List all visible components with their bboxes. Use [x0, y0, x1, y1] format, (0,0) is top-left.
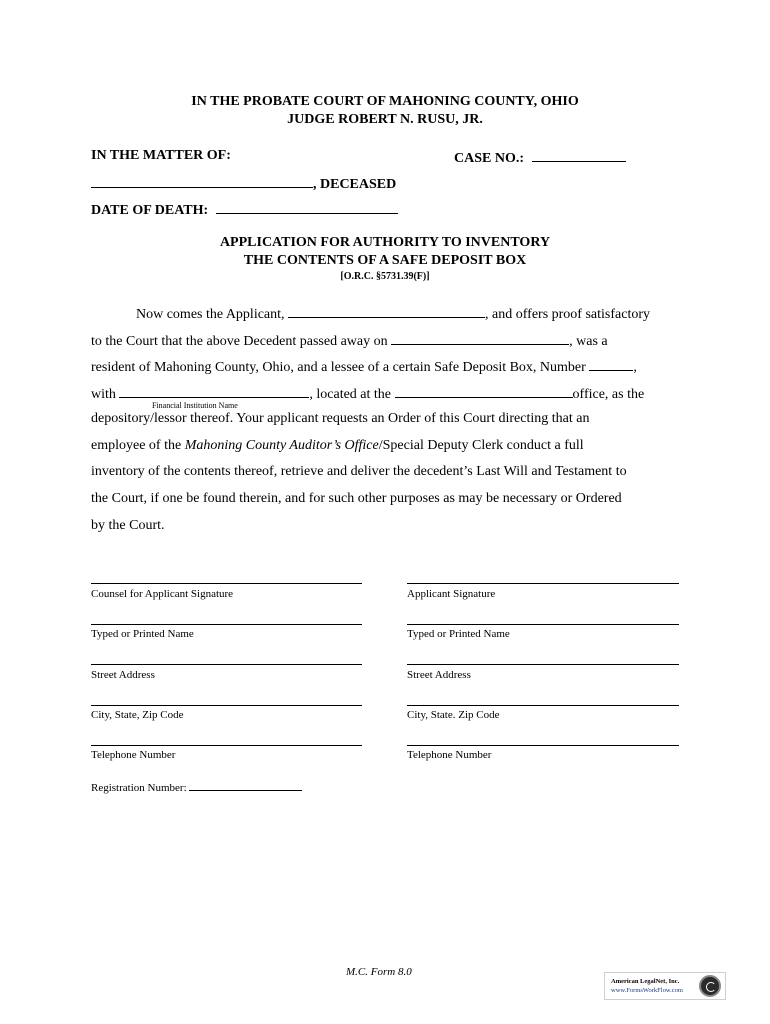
court-heading: IN THE PROBATE COURT OF MAHONING COUNTY, OHIO: [191, 94, 579, 109]
applicant-phone-label: Telephone Number: [407, 749, 492, 761]
counsel-name-label: Typed or Printed Name: [91, 628, 194, 640]
body-line-1: [136, 304, 650, 323]
case-number-row: [454, 148, 626, 167]
financial-institution-caption: Financial Institution Name: [152, 401, 238, 410]
publisher-website: www.FormsWorkFlow.com: [611, 987, 683, 994]
applicant-signature-line[interactable]: [407, 583, 679, 584]
applicant-name-line[interactable]: [407, 624, 679, 625]
decedent-name-field[interactable]: [91, 174, 313, 188]
body-line-2: [91, 331, 608, 350]
body-line-9: by the Court.: [91, 518, 165, 533]
registration-row: [91, 780, 302, 794]
body-line-7: inventory of the contents thereof, retrieve and deliver the decedent’s Last Will and Testament to: [91, 464, 627, 479]
body-line-8: the Court, if one be found therein, and for such other purposes as may be necessary or Ordered: [91, 491, 622, 506]
registration-number-field[interactable]: [189, 780, 302, 791]
box-number-field[interactable]: [589, 357, 633, 371]
counsel-name-line[interactable]: [91, 624, 362, 625]
judge-heading: JUDGE ROBERT N. RUSU, JR.: [287, 112, 483, 127]
body-text: employee of the: [91, 438, 185, 453]
office-location-field[interactable]: [395, 384, 573, 398]
publisher-seal-icon: [699, 975, 721, 997]
counsel-signature-line[interactable]: [91, 583, 362, 584]
applicant-address-label: Street Address: [407, 669, 471, 681]
body-line-3: [91, 357, 637, 376]
date-of-passing-field[interactable]: [391, 331, 569, 345]
date-of-death-field[interactable]: [216, 200, 398, 214]
body-text: , located at the: [309, 387, 395, 402]
counsel-phone-line[interactable]: [91, 745, 362, 746]
date-of-death-label: DATE OF DEATH:: [91, 203, 209, 218]
counsel-address-line[interactable]: [91, 664, 362, 665]
case-number-field[interactable]: [532, 148, 626, 162]
body-text: to the Court that the above Decedent passed away on: [91, 334, 392, 349]
counsel-phone-label: Telephone Number: [91, 749, 176, 761]
applicant-city-label: City, State. Zip Code: [407, 709, 500, 721]
case-number-label: CASE NO.:: [454, 151, 525, 166]
auditor-office-text: Mahoning County Auditor’s Office: [184, 438, 379, 453]
publisher-logo[interactable]: [604, 972, 726, 1000]
applicant-address-line[interactable]: [407, 664, 679, 665]
counsel-city-line[interactable]: [91, 705, 362, 706]
applicant-signature-label: Applicant Signature: [407, 588, 496, 600]
body-text: , was a: [569, 334, 608, 349]
matter-label: IN THE MATTER OF:: [91, 148, 231, 163]
form-number: M.C. Form 8.0: [346, 966, 412, 978]
counsel-address-label: Street Address: [91, 669, 155, 681]
financial-institution-field[interactable]: [119, 384, 309, 398]
form-title-line1: APPLICATION FOR AUTHORITY TO INVENTORY: [219, 235, 551, 250]
body-text: office, as the: [572, 387, 645, 402]
body-line-6: [91, 438, 584, 454]
body-text: /Special Deputy Clerk conduct a full: [378, 438, 584, 453]
registration-label: Registration Number:: [91, 782, 190, 794]
body-text: ,: [633, 360, 637, 375]
body-line-5: depository/lessor thereof. Your applicant requests an Order of this Court directing that an: [91, 411, 590, 426]
body-text: resident of Mahoning County, Ohio, and a lessee of a certain Safe Deposit Box, Number: [91, 360, 590, 375]
body-text: , and offers proof satisfactory: [485, 307, 650, 322]
applicant-phone-line[interactable]: [407, 745, 679, 746]
counsel-signature-label: Counsel for Applicant Signature: [91, 588, 234, 600]
counsel-city-label: City, State, Zip Code: [91, 709, 184, 721]
date-of-death-row: [91, 200, 398, 219]
body-text: with: [91, 387, 120, 402]
publisher-name: American LegalNet, Inc.: [611, 978, 680, 985]
applicant-city-line[interactable]: [407, 705, 679, 706]
applicant-name-label: Typed or Printed Name: [407, 628, 510, 640]
form-title-line2: THE CONTENTS OF A SAFE DEPOSIT BOX: [243, 253, 527, 268]
statute-reference: [O.R.C. §5731.39(F)]: [340, 271, 430, 282]
applicant-name-field[interactable]: [288, 304, 485, 318]
deceased-row: [91, 174, 396, 193]
deceased-label: , DECEASED: [313, 177, 397, 192]
body-text: Now comes the Applicant,: [136, 307, 289, 322]
